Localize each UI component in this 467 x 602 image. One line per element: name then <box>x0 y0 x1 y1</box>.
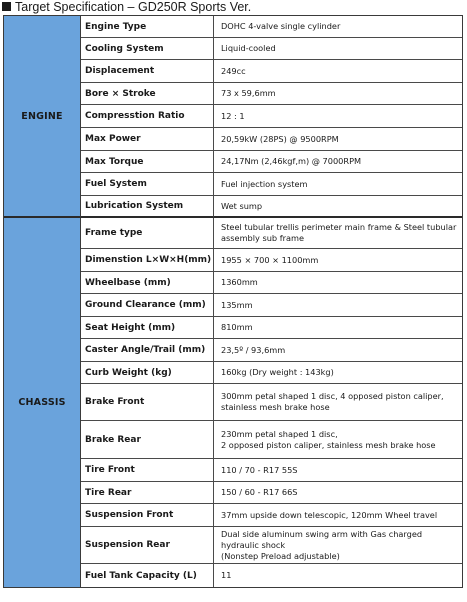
page-title-text: Target Specification – GD250R Sports Ver. <box>15 0 252 14</box>
page-title <box>2 0 251 14</box>
spec-label: Lubrication System <box>81 196 214 218</box>
spec-value: 1955 × 700 × 1100mm <box>214 249 462 272</box>
section-chassis-label: CHASSIS <box>4 218 81 587</box>
spec-label: Suspension Front <box>81 504 214 527</box>
spec-label: Dimenstion L×W×H(mm) <box>81 249 214 272</box>
spec-label: Curb Weight (kg) <box>81 362 214 384</box>
spec-value: 24,17Nm (2,46kgf,m) @ 7000RPM <box>214 151 462 173</box>
spec-label: Wheelbase (mm) <box>81 272 214 294</box>
spec-table <box>3 15 463 588</box>
spec-label: Brake Rear <box>81 421 214 459</box>
spec-value: Fuel injection system <box>214 173 462 196</box>
spec-value: DOHC 4-valve single cylinder <box>214 16 462 38</box>
spec-value: 23,5º / 93,6mm <box>214 339 462 362</box>
spec-value: Dual side aluminum swing arm with Gas charged hydraulic shock (Nonstep Preload adjustable) <box>214 527 462 564</box>
spec-label: Fuel System <box>81 173 214 196</box>
spec-value: 37mm upside down telescopic, 120mm Wheel travel <box>214 504 462 527</box>
spec-label: Suspension Rear <box>81 527 214 564</box>
section-engine-label: ENGINE <box>4 16 81 218</box>
spec-value: Steel tubular trellis perimeter main frame & Steel tubular assembly sub frame <box>214 218 462 249</box>
spec-row-frame-type <box>4 218 462 249</box>
spec-value: 20,59kW (28PS) @ 9500RPM <box>214 128 462 151</box>
spec-value: 135mm <box>214 294 462 317</box>
spec-value: Liquid-cooled <box>214 38 462 60</box>
spec-label: Cooling System <box>81 38 214 60</box>
spec-value: 160kg (Dry weight : 143kg) <box>214 362 462 384</box>
spec-value: 73 x 59,6mm <box>214 83 462 105</box>
spec-label: Ground Clearance (mm) <box>81 294 214 317</box>
spec-label: Tire Front <box>81 459 214 482</box>
spec-value: 12 : 1 <box>214 105 462 128</box>
spec-value: 300mm petal shaped 1 disc, 4 opposed piston caliper, stainless mesh brake hose <box>214 384 462 421</box>
spec-row-engine-type <box>4 16 462 38</box>
spec-value: 230mm petal shaped 1 disc, 2 opposed piston caliper, stainless mesh brake hose <box>214 421 462 459</box>
spec-value: Wet sump <box>214 196 462 218</box>
spec-label: Displacement <box>81 60 214 83</box>
spec-value: 11 <box>221 570 232 580</box>
spec-label: Compresstion Ratio <box>81 105 214 128</box>
spec-label: Max Power <box>81 128 214 151</box>
spec-value: 810mm <box>214 317 462 339</box>
spec-label: Engine Type <box>81 16 214 38</box>
spec-table-body <box>4 16 462 587</box>
spec-label: Fuel Tank Capacity (L) <box>81 564 214 587</box>
spec-label: Bore × Stroke <box>81 83 214 105</box>
square-bullet-icon <box>2 2 11 11</box>
spec-label: Seat Height (mm) <box>81 317 214 339</box>
spec-label: Brake Front <box>81 384 214 421</box>
spec-label: Frame type <box>81 218 214 249</box>
spec-label: Tire Rear <box>81 482 214 504</box>
spec-value: 110 / 70 - R17 55S <box>214 459 462 482</box>
spec-label: Max Torque <box>81 151 214 173</box>
spec-label: Caster Angle/Trail (mm) <box>81 339 214 362</box>
spec-value: 150 / 60 - R17 66S <box>214 482 462 504</box>
spec-value: 1360mm <box>214 272 462 294</box>
spec-value: 249cc <box>214 60 462 83</box>
